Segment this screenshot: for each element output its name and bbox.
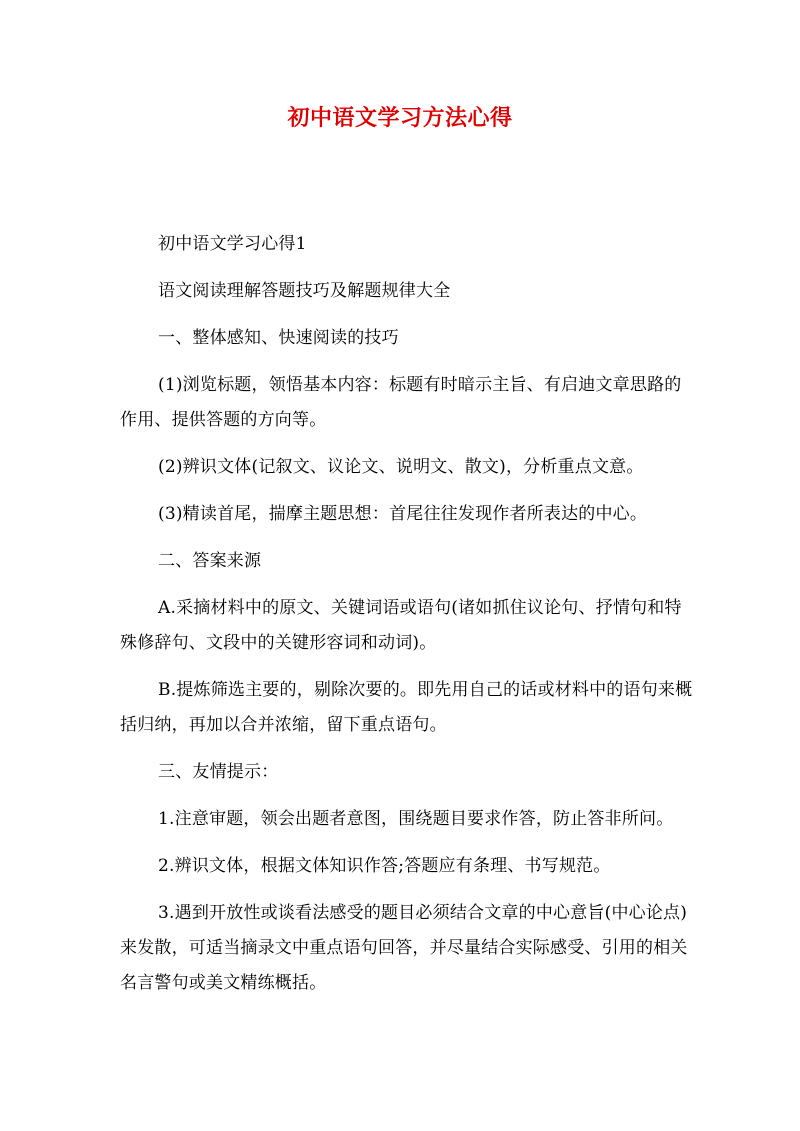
section-heading-2: 二、答案来源 bbox=[158, 551, 262, 571]
paragraph-item-a: A.采摘材料中的原文、关键词语或语句(诸如抓住议论句、抒情句和特殊修辞句、文段中的关键形容词和动词)。 bbox=[120, 598, 682, 653]
paragraph-item-3: (3)精读首尾，揣摩主题思想：首尾往往发现作者所表达的中心。 bbox=[158, 504, 648, 524]
paragraph-item-b: B.提炼筛选主要的，剔除次要的。即先用自己的话或材料中的语句来概括归纳，再加以合并浓缩，留下重点语句。 bbox=[120, 680, 693, 735]
paragraph-tip-3: 3.遇到开放性或谈看法感受的题目必须结合文章的中心意旨(中心论点)来发散，可适当摘录文中重点语句回答，并尽量结合实际感受、引用的相关名言警句或美文精练概括。 bbox=[120, 903, 688, 993]
paragraph-tip-1: 1.注意审题，领会出题者意图，围绕题目要求作答，防止答非所问。 bbox=[158, 809, 674, 829]
document-body bbox=[120, 227, 694, 1013]
paragraph-item-1: (1)浏览标题，领悟基本内容：标题有时暗示主旨、有启迪文章思路的作用、提供答题的方向等。 bbox=[120, 375, 682, 430]
section-heading-1: 一、整体感知、快速阅读的技巧 bbox=[158, 328, 399, 348]
section-heading-3: 三、友情提示： bbox=[158, 762, 279, 782]
paragraph-heading-1: 初中语文学习心得1 bbox=[158, 234, 307, 254]
paragraph-item-2: (2)辨识文体(记叙文、议论文、说明文、散文)，分析重点文意。 bbox=[158, 457, 644, 477]
paragraph-subtitle: 语文阅读理解答题技巧及解题规律大全 bbox=[158, 281, 451, 301]
paragraph-tip-2: 2.辨识文体，根据文体知识作答;答题应有条理、书写规范。 bbox=[158, 856, 611, 876]
document-title: 初中语文学习方法心得 bbox=[287, 105, 513, 131]
